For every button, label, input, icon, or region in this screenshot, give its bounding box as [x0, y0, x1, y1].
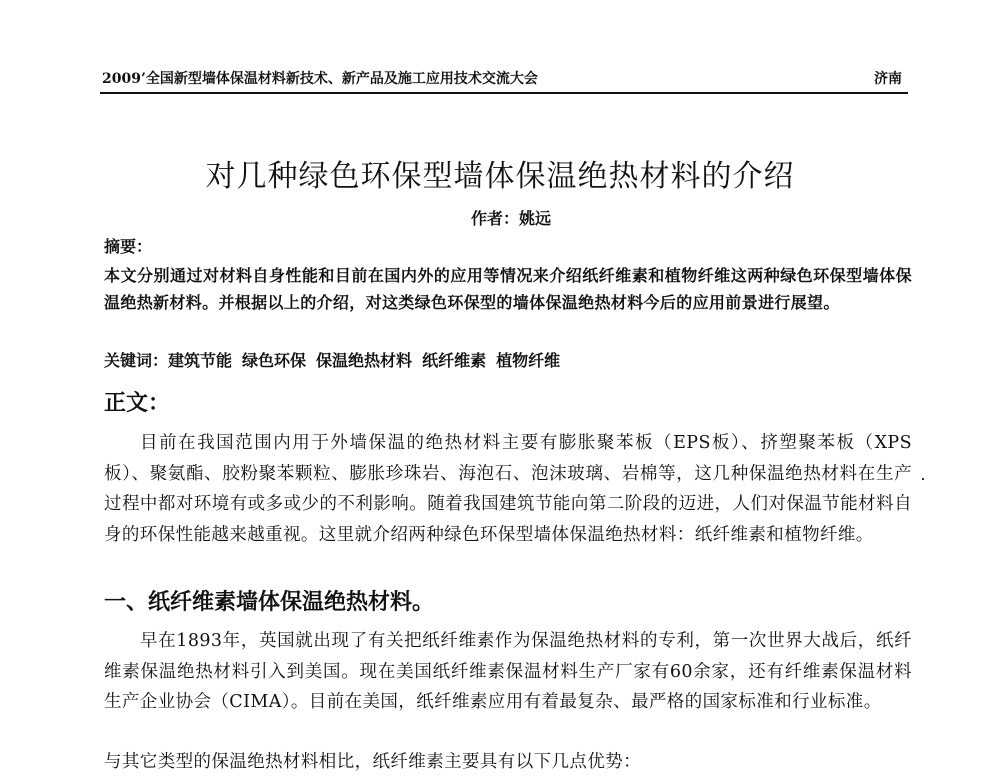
keyword: 植物纤维 — [496, 351, 561, 370]
paper-author: 作者：姚远 — [470, 209, 551, 228]
conference-name: 2009’全国新型墙体保温材料新技术、新产品及施工应用技术交流大会 — [102, 71, 538, 87]
scan-speck — [922, 478, 924, 480]
intro-paragraph: 目前在我国范围内用于外墙保温的绝热材料主要有膨胀聚苯板（EPS板）、挤塑聚苯板（XPS板）、聚氨酯、胶粉聚苯颗粒、膨胀珍珠岩、海泡石、泡沫玻璃、岩棉等，这几种保温绝热材料在生产过程中都对环境有或多或少的不利影响。随着我国建筑节能向第二阶段的迈进，人们对保温节能材料自身的环保性能越来越重视。这里就介绍两种绿色环保型墙体保温绝热材料：纸纤维素和植物纤维。 — [104, 433, 912, 545]
body-heading: 正文： — [104, 390, 171, 416]
conference-location: 济南 — [874, 71, 902, 87]
section-1-heading: 一、纸纤维素墙体保温绝热材料。 — [104, 589, 435, 615]
keywords — [104, 350, 570, 372]
keywords-label: 关键词： — [104, 351, 169, 370]
abstract-text: 本文分别通过对材料自身性能和目前在国内外的应用等情况来介绍纸纤维素和植物纤维这两种绿色环保型墙体保温绝热新材料。并根据以上的介绍，对这类绿色环保型的墙体保温绝热材料今后的应用前景进行展望。 — [104, 266, 912, 312]
section-1-paragraph: 早在1893年，英国就出现了有关把纸纤维素作为保温绝热材料的专利，第一次世界大战后，纸纤维素保温绝热材料引入到美国。现在美国纸纤维素保温材料生产厂家有60余家，还有纤维素保温材料生产企业协会（CIMA）。目前在美国，纸纤维素应用有着最复杂、最严格的国家标准和行业标准。 — [104, 631, 912, 712]
keyword: 建筑节能 — [168, 351, 233, 370]
abstract-label: 摘要： — [104, 237, 153, 256]
running-header — [100, 68, 908, 94]
paper-title: 对几种绿色环保型墙体保温绝热材料的介绍 — [205, 159, 795, 194]
keyword: 保温绝热材料 — [316, 351, 413, 370]
keyword: 绿色环保 — [242, 351, 307, 370]
keyword: 纸纤维素 — [422, 351, 487, 370]
section-1-partial-line: 与其它类型的保温绝热材料相比，纸纤维素主要具有以下几点优势： — [104, 752, 641, 772]
